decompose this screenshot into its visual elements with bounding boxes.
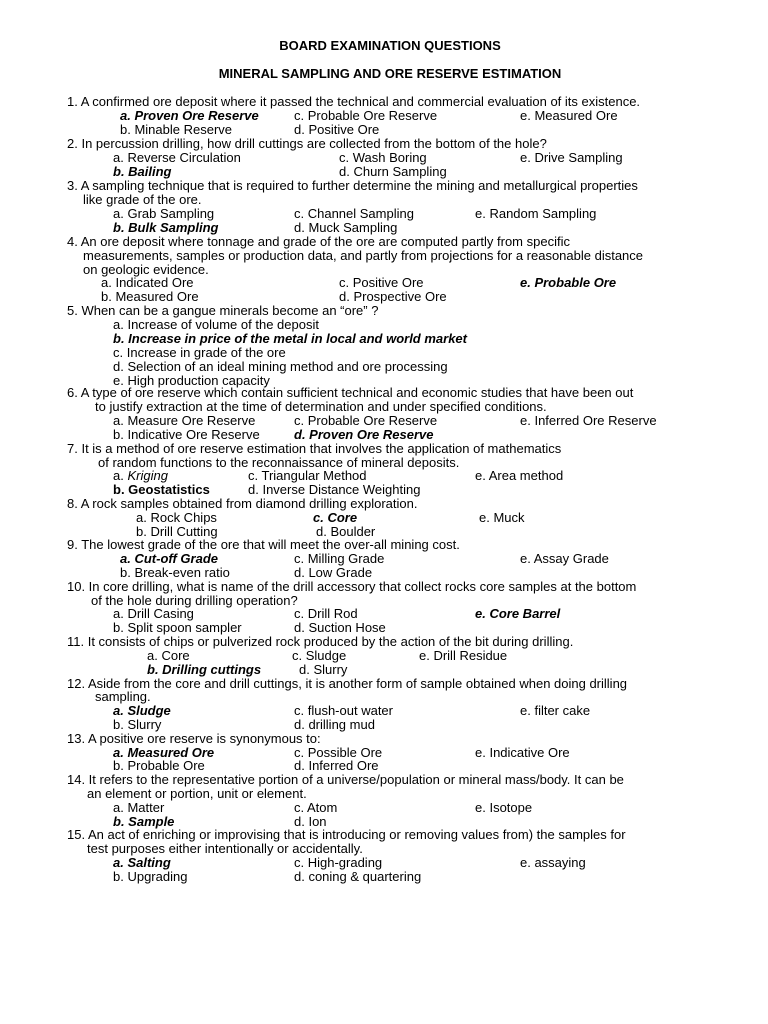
page-subtitle: MINERAL SAMPLING AND ORE RESERVE ESTIMATION [218, 66, 562, 81]
question-text: 1. A confirmed ore deposit where it passed the technical and commercial evaluation of its existence. [67, 94, 641, 109]
choice: a. Rock Chips [136, 510, 217, 525]
choice-word: Kriging [127, 468, 168, 483]
choice-correct: a. Measured Ore [113, 745, 215, 760]
question-text: to justify extraction at the time of determination and under specified conditions. [95, 399, 547, 414]
question-text: test purposes either intentionally or accidentally. [87, 841, 363, 856]
choice: e. Drill Residue [419, 648, 508, 663]
choice-correct: b. Bailing [113, 164, 172, 179]
choice-correct: b. Drilling cuttings [147, 662, 262, 677]
choice: b. Break-even ratio [120, 565, 230, 580]
choice-correct: a. Proven Ore Reserve [120, 108, 259, 123]
choice-correct: a. Cut-off Grade [120, 551, 218, 566]
choice: e. Measured Ore [520, 108, 618, 123]
choice: a. Matter [113, 800, 165, 815]
choice-correct: c. Core [313, 510, 358, 525]
choice: b. Minable Reserve [120, 122, 232, 137]
choice: c. Increase in grade of the ore [113, 345, 286, 360]
choice: a. Core [147, 648, 190, 663]
question-text: 8. A rock samples obtained from diamond drilling exploration. [67, 496, 418, 511]
choice: c. Possible Ore [294, 745, 383, 760]
choice: e. Inferred Ore Reserve [520, 413, 657, 428]
choice: b. Probable Ore [113, 758, 205, 773]
choice: d. Ion [294, 814, 327, 829]
question-text: 9. The lowest grade of the ore that will meet the over-all mining cost. [67, 537, 460, 552]
choice: c. Sludge [292, 648, 347, 663]
question-text: 6. A type of ore reserve which contain sufficient technical and economic studies that have been out [67, 385, 634, 400]
choice: b. Drill Cutting [136, 524, 218, 539]
choice: d. Churn Sampling [339, 164, 447, 179]
choice: e. assaying [520, 855, 586, 870]
choice: e. Muck [479, 510, 525, 525]
choice: b. Slurry [113, 717, 162, 732]
choice-correct: b. Sample [113, 814, 175, 829]
choice: a. Increase of volume of the deposit [113, 317, 319, 332]
choice: c. Channel Sampling [294, 206, 414, 221]
question-text: 2. In percussion drilling, how drill cuttings are collected from the bottom of the hole? [67, 136, 547, 151]
choice: e. Isotope [475, 800, 533, 815]
choice: a. Reverse Circulation [113, 150, 241, 165]
choice: e. Random Sampling [475, 206, 597, 221]
question-text: sampling. [95, 689, 151, 704]
choice: d. Inferred Ore [294, 758, 379, 773]
question-text: on geologic evidence. [83, 262, 209, 277]
question-text: 5. When can be a gangue minerals become an “ore” ? [67, 303, 379, 318]
choice: d. Boulder [316, 524, 376, 539]
choice: c. Probable Ore Reserve [294, 108, 438, 123]
question-text: an element or portion, unit or element. [87, 786, 307, 801]
choice: c. Probable Ore Reserve [294, 413, 438, 428]
question-text: 12. Aside from the core and drill cuttings, it is another form of sample obtained when doing drilling [67, 676, 628, 691]
choice-correct: a. Salting [113, 855, 171, 870]
choice: a. Indicated Ore [101, 275, 194, 290]
choice: b. Upgrading [113, 869, 188, 884]
question-text: of random functions to the reconnaissance of mineral deposits. [98, 455, 460, 470]
choice: c. Positive Ore [339, 275, 424, 290]
question-text: measurements, samples or production data, and partly from projections for a reasonable distance [83, 248, 644, 263]
choice: d. drilling mud [294, 717, 375, 732]
choice: c. flush-out water [294, 703, 393, 718]
choice: b. Measured Ore [101, 289, 199, 304]
choice: e. Area method [475, 468, 564, 483]
choice: d. Selection of an ideal mining method and ore processing [113, 359, 448, 374]
choice: c. Triangular Method [248, 468, 367, 483]
choice: e. High production capacity [113, 373, 270, 388]
choice: d. Low Grade [294, 565, 373, 580]
question-text: 15. An act of enriching or improvising that is introducing or removing values from) the samples for [67, 827, 626, 842]
choice: a. Measure Ore Reserve [113, 413, 256, 428]
question-text: of the hole during drilling operation? [91, 593, 298, 608]
choice: b. Split spoon sampler [113, 620, 242, 635]
choice: c. Atom [294, 800, 338, 815]
choice-correct: a. Sludge [113, 703, 171, 718]
question-text: 4. An ore deposit where tonnage and grade of the ore are computed partly from specific [67, 234, 570, 249]
question-text: 7. It is a method of ore reserve estimation that involves the application of mathematics [67, 441, 562, 456]
question-text: 3. A sampling technique that is required to further determine the mining and metallurgical properties [67, 178, 638, 193]
choice-correct: b. Bulk Sampling [113, 220, 219, 235]
choice-correct: d. Proven Ore Reserve [294, 427, 434, 442]
question-text: 14. It refers to the representative portion of a universe/population or mineral mass/body. It can be [67, 772, 624, 787]
choice: e. filter cake [520, 703, 591, 718]
choice: d. Prospective Ore [339, 289, 447, 304]
page-title: BOARD EXAMINATION QUESTIONS [279, 38, 501, 53]
choice: d. coning & quartering [294, 869, 422, 884]
choice: b. Indicative Ore Reserve [113, 427, 260, 442]
question-text: 10. In core drilling, what is name of the drill accessory that collect rocks core samples at the bottom [67, 579, 637, 594]
choice-correct: e. Core Barrel [475, 606, 561, 621]
choice: a. Grab Sampling [113, 206, 215, 221]
choice: a. Drill Casing [113, 606, 194, 621]
choice: c. High-grading [294, 855, 383, 870]
choice: d. Inverse Distance Weighting [248, 482, 421, 497]
choice: d. Muck Sampling [294, 220, 398, 235]
question-text: 13. A positive ore reserve is synonymous to: [67, 731, 321, 746]
choice: c. Drill Rod [294, 606, 358, 621]
choice: e. Indicative Ore [475, 745, 570, 760]
choice: d. Positive Ore [294, 122, 380, 137]
choice: d. Slurry [299, 662, 348, 677]
choice: d. Suction Hose [294, 620, 386, 635]
choice-letter: a. [113, 468, 128, 483]
choice: e. Drive Sampling [520, 150, 623, 165]
choice: c. Milling Grade [294, 551, 385, 566]
choice [113, 469, 168, 483]
question-text: 11. It consists of chips or pulverized rock produced by the action of the bit during drilling. [67, 634, 574, 649]
question-text: like grade of the ore. [83, 192, 202, 207]
choice-correct: b. Increase in price of the metal in local and world market [113, 331, 467, 346]
choice-correct: e. Probable Ore [520, 275, 617, 290]
choice: c. Wash Boring [339, 150, 427, 165]
choice-correct: b. Geostatistics [113, 482, 210, 497]
choice: e. Assay Grade [520, 551, 609, 566]
